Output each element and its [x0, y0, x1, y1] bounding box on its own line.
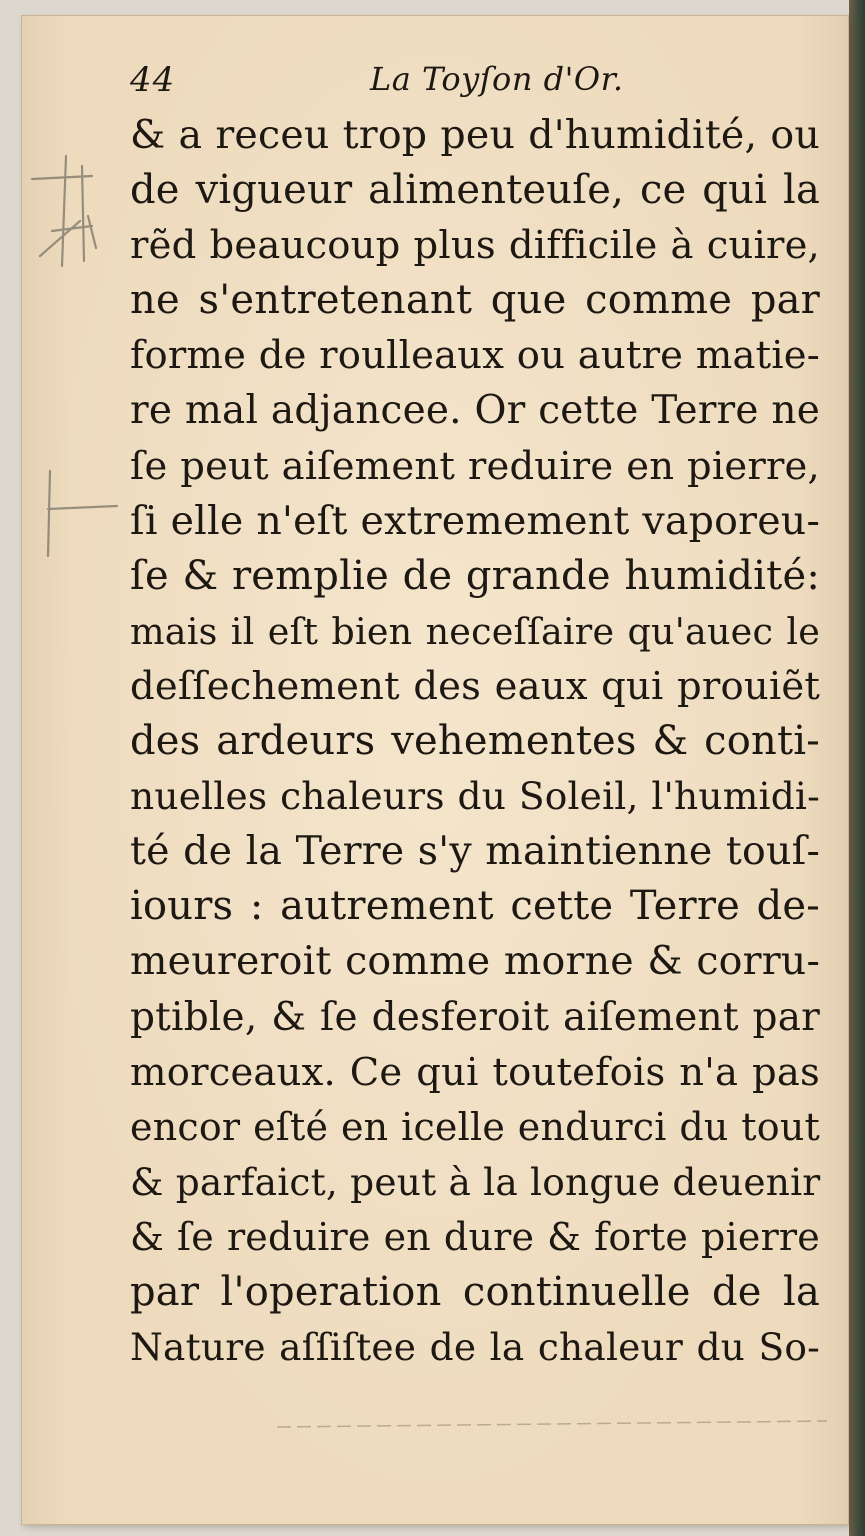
text-line: té de la Terre s'y maintienne touſ-: [130, 828, 820, 875]
text-line: nuelles chaleurs du Soleil, l'humidi-: [130, 774, 820, 819]
text-line: & a receu trop peu d'humidité, ou: [130, 112, 820, 158]
text-line: de vigueur alimenteuſe, ce qui la: [130, 167, 820, 214]
text-line: forme de roulleaux ou autre matie-: [130, 333, 820, 379]
text-line: ptible, & ſe desferoit aiſement par: [130, 994, 820, 1040]
text-line: ſe peut aiſement reduire en pierre,: [130, 443, 820, 489]
text-line: Nature aſſiſtee de la chaleur du So-: [130, 1325, 820, 1370]
text-line: rẽd beaucoup plus difficile à cuire,: [130, 223, 820, 269]
text-line: iours : autrement cette Terre de-: [130, 883, 820, 930]
show-through-rule: [272, 1409, 832, 1439]
book-page: [22, 16, 848, 1524]
text-line: meureroit comme morne & corru-: [130, 938, 820, 985]
text-line: ne s'entretenant que comme par: [130, 277, 820, 324]
book-board-edge: [849, 0, 865, 1536]
text-line: ſi elle n'eſt extremement vaporeu-: [130, 497, 820, 544]
running-title: La Toyſon d'Or.: [370, 60, 624, 98]
page-header: [130, 60, 820, 110]
text-line: par l'operation continuelle de la: [130, 1268, 820, 1315]
text-line: & ſe reduire en dure & forte pierre: [130, 1214, 820, 1259]
text-line: des ardeurs vehementes & conti-: [130, 718, 820, 765]
text-line: re mal adjancee. Or cette Terre ne: [130, 388, 820, 434]
text-line: deſſechement des eaux qui prouiẽt: [130, 663, 820, 709]
body-text: [130, 108, 820, 1375]
text-line: ſe & remplie de grande humidité:: [130, 552, 820, 599]
text-line: morceaux. Ce qui toutefois n'a pas: [130, 1049, 820, 1095]
text-line: & parfaict, peut à la longue deuenir: [130, 1159, 821, 1204]
text-line: encor eſté en icelle endurci du tout: [130, 1104, 820, 1149]
page-number: 44: [130, 60, 176, 100]
text-line: mais il eſt bien neceſſaire qu'auec le: [130, 609, 820, 653]
